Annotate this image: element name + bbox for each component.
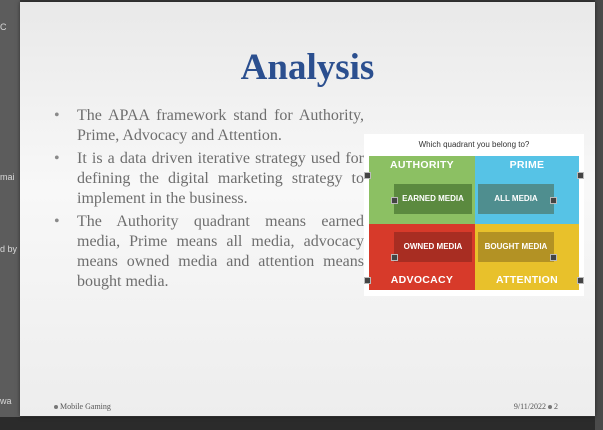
bought-media-box: BOUGHT MEDIA	[478, 232, 554, 262]
earned-media-box: EARNED MEDIA	[394, 184, 472, 214]
left-background-panel	[0, 0, 20, 430]
all-media-box: ALL MEDIA	[478, 184, 554, 214]
bullet-list	[54, 106, 364, 295]
footer-right	[514, 402, 558, 411]
resize-handle[interactable]	[550, 254, 557, 261]
resize-handle[interactable]	[364, 172, 371, 179]
resize-handle[interactable]	[550, 197, 557, 204]
background-fragment: wa	[0, 396, 12, 406]
resize-handle[interactable]	[391, 254, 398, 261]
quadrant-label: ADVOCACY	[390, 274, 454, 286]
resize-handle[interactable]	[364, 277, 371, 284]
footer-dot-icon	[54, 405, 58, 409]
background-fragment: d by	[0, 244, 18, 254]
resize-handle[interactable]	[577, 172, 584, 179]
right-background-strip	[595, 0, 603, 430]
slide[interactable]	[20, 2, 595, 416]
resize-handle[interactable]	[577, 277, 584, 284]
footer-left	[54, 402, 111, 411]
background-fragment: C	[0, 22, 7, 32]
footer-dot-icon	[548, 405, 552, 409]
quadrant-label: PRIME	[509, 159, 545, 171]
slide-title: Analysis	[240, 47, 375, 88]
footer-date: 9/11/2022	[513, 402, 546, 411]
bullet-item: • It is a data driven iterative strategy used for defining the digital marketing strategy to implement in the business.	[54, 149, 364, 209]
apaa-quadrant-figure[interactable]	[364, 134, 584, 296]
resize-handle[interactable]	[391, 197, 398, 204]
bottom-background-strip	[0, 417, 603, 430]
quadrant-label: ATTENTION	[496, 274, 558, 286]
owned-media-box: OWNED MEDIA	[394, 232, 472, 262]
bullet-item: • The APAA framework stand for Authority, Prime, Advocacy and Attention.	[54, 106, 364, 146]
figure-heading: Which quadrant you belong to?	[418, 140, 530, 149]
background-fragment: mai	[0, 172, 15, 182]
page-number: 2	[554, 402, 558, 411]
bullet-item: • The Authority quadrant means earned media, Prime means all media, advocacy means owned media and attention means bought media.	[54, 212, 364, 292]
quadrant-label: AUTHORITY	[390, 159, 454, 171]
footer-text: Mobile Gaming	[60, 402, 111, 411]
